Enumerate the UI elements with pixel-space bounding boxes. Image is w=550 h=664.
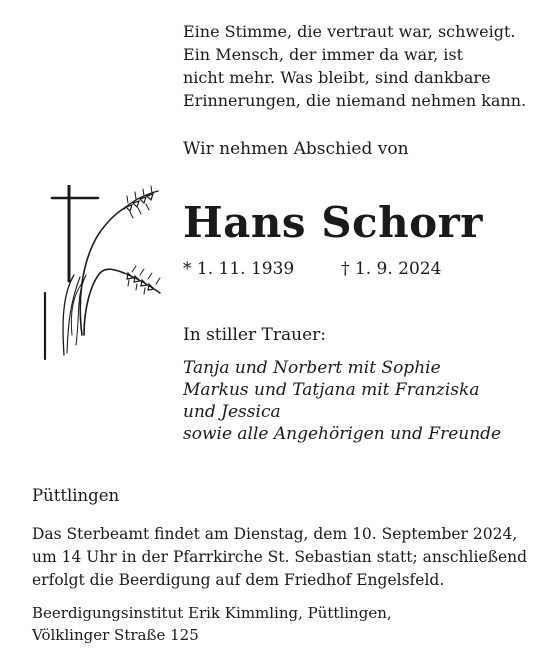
service-line: Das Sterbeamt findet am Dienstag, dem 10. September 2024, bbox=[32, 525, 518, 543]
mourner-line: Markus und Tatjana mit Franziska bbox=[183, 380, 480, 400]
service-details bbox=[32, 523, 527, 592]
poem-line: nicht mehr. Was bleibt, sind dankbare bbox=[183, 68, 491, 87]
town-name: Püttlingen bbox=[32, 486, 120, 505]
mourners-list bbox=[183, 357, 501, 445]
funeral-home-line: Beerdigungsinstitut Erik Kimmling, Püttlingen, bbox=[32, 604, 392, 622]
mourner-line: Tanja und Norbert mit Sophie bbox=[183, 358, 441, 378]
mourning-heading: In stiller Trauer: bbox=[183, 325, 326, 345]
memorial-poem bbox=[183, 20, 526, 112]
funeral-home-line: Völklinger Straße 125 bbox=[32, 626, 199, 644]
life-dates bbox=[183, 259, 483, 279]
death-date: † 1. 9. 2024 bbox=[341, 259, 442, 279]
service-line: erfolgt die Beerdigung auf dem Friedhof Engelsfeld. bbox=[32, 571, 445, 589]
poem-line: Eine Stimme, die vertraut war, schweigt. bbox=[183, 22, 516, 41]
cross-with-wheat-icon bbox=[40, 185, 165, 365]
mourner-line: sowie alle Angehörigen und Freunde bbox=[183, 424, 502, 444]
service-line: um 14 Uhr in der Pfarrkirche St. Sebastian statt; anschließend bbox=[32, 548, 528, 566]
funeral-home-info bbox=[32, 602, 392, 646]
poem-line: Erinnerungen, die niemand nehmen kann. bbox=[183, 91, 527, 110]
deceased-name: Hans Schorr bbox=[183, 198, 483, 247]
poem-line: Ein Mensch, der immer da war, ist bbox=[183, 45, 464, 64]
mourner-line: und Jessica bbox=[183, 402, 281, 422]
farewell-intro: Wir nehmen Abschied von bbox=[183, 139, 409, 159]
birth-date: * 1. 11. 1939 bbox=[183, 259, 295, 279]
